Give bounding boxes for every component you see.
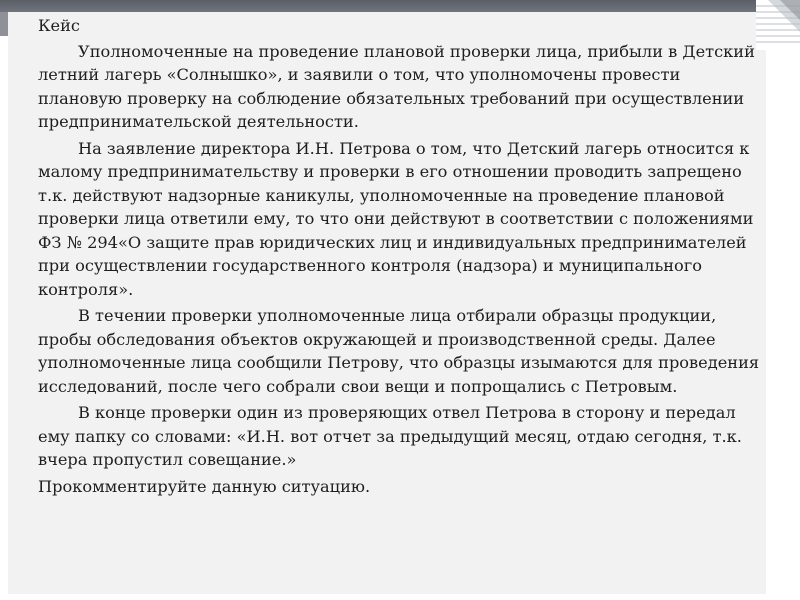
case-paragraph-2: На заявление директора И.Н. Петрова о том, что Детский лагерь относится к малому предпринимательству и проверки в его отношении проводить запрещено т.к. действуют надзорные каникулы, уполномоченные на проведение плановой проверки лица ответили ему, то что они действуют в соответствии с положениями ФЗ № 294«О защите прав юридических лиц и индивидуальных предпринимателей при осуществлении государственного контроля (надзора) и муниципального контроля».	[38, 138, 754, 299]
slide-heading: Кейс	[38, 16, 80, 35]
top-bar	[0, 0, 800, 12]
left-accent-strip	[0, 12, 8, 36]
case-paragraph-4: В конце проверки один из проверяющих отвел Петрова в сторону и передал ему папку со словами: «И.Н. вот отчет за предыдущий месяц, отдаю сегодня, т.к. вчера пропустил совещание.»	[38, 403, 742, 469]
slide-content	[38, 14, 763, 498]
case-paragraph-3: В течении проверки уполномоченные лица отбирали образцы продукции, пробы обследования объектов окружающей и производственной среды. Далее уполномоченные лица сообщили Петрову, что образцы изымаются для проведения исследований, после чего собрали свои вещи и попрощались с Петровым.	[38, 306, 760, 396]
case-paragraph-1: Уполномоченные на проведение плановой проверки лица, прибыли в Детский летний лагерь «Солнышко», и заявили о том, что уполномочены провести плановую проверку на соблюдение обязательных требований при осуществлении предпринимательской деятельности.	[38, 41, 755, 131]
closing-question: Прокомментируйте данную ситуацию.	[38, 476, 371, 496]
